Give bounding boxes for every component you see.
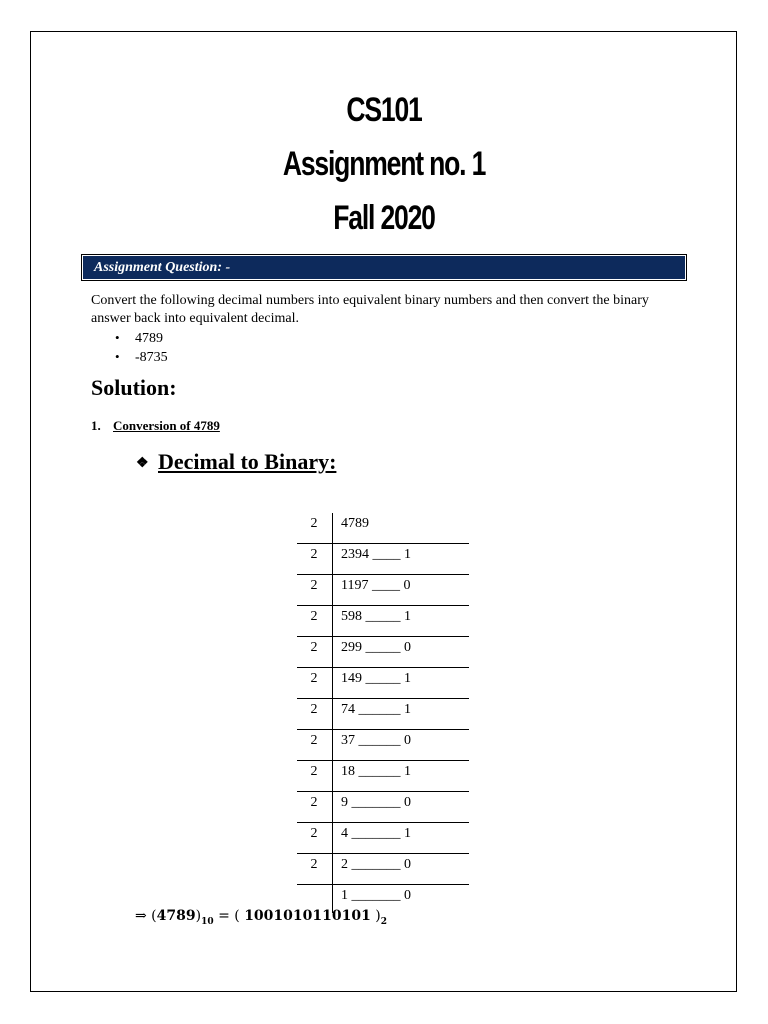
division-row	[297, 513, 469, 543]
subheading	[136, 449, 336, 475]
result-decimal: 4789	[156, 908, 196, 924]
division-value: 4789	[332, 513, 469, 543]
division-value: 1 _______ 0	[332, 885, 469, 913]
division-value: 1197 ____ 0	[332, 575, 469, 605]
division-value: 149 _____ 1	[332, 668, 469, 698]
bullet-icon: •	[115, 349, 120, 364]
division-divisor: 2	[310, 609, 318, 624]
question-item	[115, 330, 163, 347]
question-text: Convert the following decimal numbers into equivalent binary numbers and then convert the binary answer back into equivalent decimal.	[91, 293, 649, 326]
division-divisor: 2	[310, 640, 318, 655]
division-row	[297, 854, 469, 884]
result-equals: =	[218, 908, 230, 924]
arrow-icon: ⇒	[135, 908, 147, 924]
division-divisor: 2	[310, 671, 318, 686]
division-row	[297, 606, 469, 636]
division-value: 4 _______ 1	[332, 823, 469, 853]
division-row	[297, 668, 469, 698]
question-item-value: -8735	[135, 350, 168, 365]
solution-heading: Solution:	[91, 375, 177, 400]
question-item	[115, 349, 168, 366]
division-row	[297, 823, 469, 853]
division-row	[297, 730, 469, 760]
division-divisor: 2	[310, 516, 318, 531]
division-table	[297, 513, 469, 915]
division-divisor: 2	[310, 764, 318, 779]
division-divisor: 2	[310, 702, 318, 717]
division-value: 299 _____ 0	[332, 637, 469, 667]
step-number: 1.	[91, 418, 101, 433]
assignment-title: Assignment no. 1	[282, 145, 486, 183]
division-divisor: 2	[310, 547, 318, 562]
division-divisor: 2	[310, 857, 318, 872]
division-value: 18 ______ 1	[332, 761, 469, 791]
step-label: Conversion of 4789	[113, 418, 220, 433]
result-binary-base: 2	[380, 916, 388, 927]
division-value: 74 ______ 1	[332, 699, 469, 729]
division-value: 2394 ____ 1	[332, 544, 469, 574]
question-item-value: 4789	[135, 331, 163, 346]
result-line: ⇒ $(4789)_{10}$ = ( 1001010110101 )$_2$	[135, 908, 388, 927]
division-value: 37 ______ 0	[332, 730, 469, 760]
division-value: 2 _______ 0	[332, 854, 469, 884]
diamond-bullet-icon: ❖	[136, 456, 149, 472]
step-heading	[91, 418, 220, 434]
division-row	[297, 637, 469, 667]
division-row	[297, 544, 469, 574]
division-divisor: 2	[310, 578, 318, 593]
question-header-bar	[81, 254, 687, 281]
division-divisor: 2	[310, 795, 318, 810]
division-divisor: 2	[310, 826, 318, 841]
division-row	[297, 575, 469, 605]
course-title: CS101	[346, 91, 422, 129]
division-row	[297, 761, 469, 791]
subheading-label: Decimal to Binary:	[158, 449, 337, 474]
division-divisor: 2	[310, 733, 318, 748]
division-value: 9 _______ 0	[332, 792, 469, 822]
division-row	[297, 792, 469, 822]
result-binary: 1001010110101	[244, 908, 371, 924]
result-decimal-base: 10	[201, 916, 214, 927]
bullet-icon: •	[115, 330, 120, 345]
term-title: Fall 2020	[333, 199, 435, 237]
division-value: 598 _____ 1	[332, 606, 469, 636]
division-row	[297, 699, 469, 729]
question-header-label: Assignment Question: -	[83, 256, 685, 279]
